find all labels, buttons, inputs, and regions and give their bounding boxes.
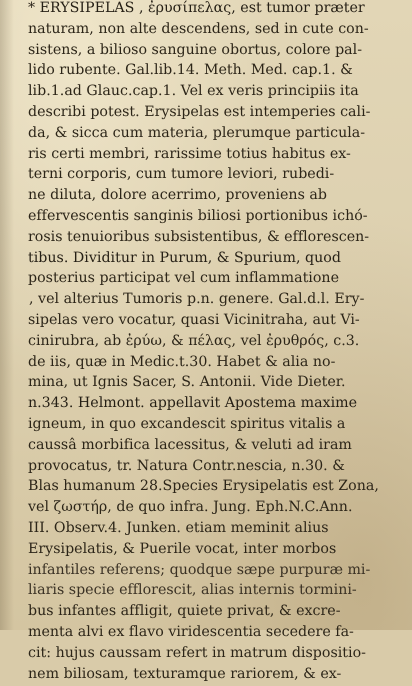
text-line-2: naturam, non alte descendens, sed in cute con-	[28, 20, 369, 37]
text-line-30: bus infantes affligit, quiete privat, & excre-	[28, 603, 341, 620]
text-line-3: sistens, a bilioso sanguine obortus, colore pal-	[28, 41, 363, 58]
text-line-9: terni corporis, cum tumore leviori, rubedi-	[28, 166, 335, 183]
text-line-15: , vel alterius Tumoris p.n. genere. Gal.d.l. Ery-	[29, 291, 365, 308]
text-line-23: provocatus, tr. Natura Contr.nescia, n.30. &	[28, 457, 345, 474]
text-line-8: ris certi membri, rarissime totius habitus ex-	[28, 145, 351, 162]
text-line-6: describi potest. Erysipelas est intemperies cali-	[28, 103, 371, 120]
text-line-7: da, & sicca cum materia, plerumque particula-	[28, 124, 366, 141]
text-line-26: III. Observ.4. Junken. etiam meminit alius	[28, 519, 329, 536]
text-line-1: * ERYSIPELAS , ἐρυσίπελας, est tumor præter	[28, 0, 365, 16]
text-line-12: rosis tenuioribus subsistentibus, & efflorescen-	[28, 228, 370, 245]
text-line-22: caussâ morbifica lacessitus, & veluti ad iram	[28, 436, 352, 453]
text-block	[28, 0, 404, 684]
text-line-20: n.343. Helmont. appellavit Apostema maxime	[28, 395, 358, 412]
text-line-14: posterius participat vel cum inflammatione	[28, 270, 339, 287]
text-line-28: infantiles referens; quodque sæpe purpuræ mi-	[28, 561, 371, 578]
text-line-19: mina, ut Ignis Sacer, S. Antonii. Vide Dieter.	[28, 374, 346, 391]
text-line-18: de iis, quæ in Medic.t.30. Habet & alia no-	[28, 353, 336, 370]
text-line-25: vel ζωστήρ, de quo infra. Jung. Eph.N.C.Ann.	[28, 499, 353, 516]
text-line-31: menta alvi ex flavo viridescentia secedere fa-	[28, 623, 354, 640]
text-line-11: effervescentis sanginis biliosi portionibus ichó-	[28, 207, 368, 224]
text-line-4: lido rubente. Gal.lib.14. Meth. Med. cap.1. &	[28, 62, 353, 79]
text-line-27: Erysipelatis, & Puerile vocat, inter morbos	[28, 540, 337, 557]
text-line-17: cinirubra, ab ἐρύω, & πέλας, vel ἐρυθρός, c.3.	[28, 332, 360, 349]
text-line-13: tibus. Dividitur in Purum, & Spurium, quod	[28, 249, 341, 266]
text-line-21: igneum, in quo excandescit spiritus vitalis a	[28, 415, 346, 432]
text-line-10: ne diluta, dolore acerrimo, proveniens ab	[28, 187, 327, 204]
text-line-33: nem biliosam, texturamque rariorem, & ex-	[28, 665, 342, 682]
text-line-24: Blas humanum 28.Species Erysipelatis est Zona,	[28, 478, 379, 495]
text-line-32: cit: hujus caussam refert in matrum dispositio-	[28, 644, 366, 661]
text-line-5: lib.1.ad Glauc.cap.1. Vel ex veris principiis ita	[28, 83, 359, 100]
text-line-29: liaris specie efflorescit, alias internis tormini-	[28, 582, 357, 599]
text-line-16: sipelas vero vocatur, quasi Vicinitraha, aut Vi-	[28, 311, 360, 328]
